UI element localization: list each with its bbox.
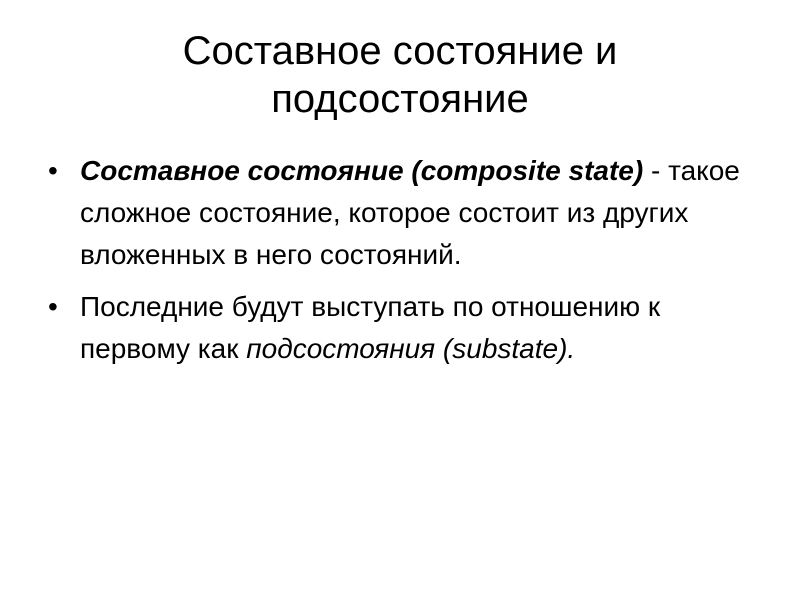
slide-title: Составное состояние и подсостояние — [182, 29, 618, 121]
bullet-list — [48, 150, 748, 380]
definition-substate: Последние будут выступать по отношению к первому как — [80, 291, 661, 364]
bullet-icon: • — [48, 155, 58, 186]
bullet-item-composite-state — [48, 150, 748, 276]
term-substate: подсостояния (substate). — [246, 333, 576, 364]
bullet-item-substate — [48, 286, 748, 370]
definition-composite-state: - такое сложное состояние, которое состоит из других вложенных в него состояний. — [80, 155, 740, 270]
term-composite-state: Составное состояние (composite state) — [80, 155, 644, 186]
bullet-icon: • — [48, 291, 58, 322]
